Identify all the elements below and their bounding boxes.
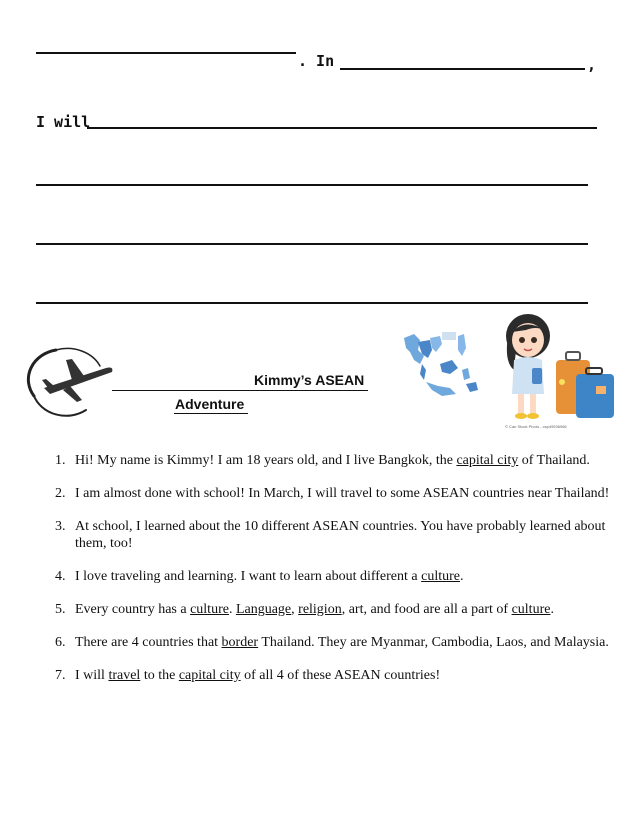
blank-line-4[interactable] xyxy=(36,243,588,245)
list-item-number: 3. xyxy=(55,519,66,534)
list-item-text: , art, and food are all a part of xyxy=(341,602,512,617)
airplane-icon xyxy=(26,340,118,418)
worksheet-line1-mid-text: . In xyxy=(298,52,335,70)
vocab-word: capital city xyxy=(178,668,241,683)
list-item-text: Thailand. They are Myanmar, Cambodia, Laos, and Malaysia. xyxy=(258,635,609,650)
list-item-text: I love traveling and learning. I want to learn about different a xyxy=(75,569,422,584)
list-item xyxy=(55,452,610,469)
list-item-number: 5. xyxy=(55,602,66,617)
vocab-word: capital city xyxy=(456,453,519,468)
list-item-number: 7. xyxy=(55,668,66,683)
blank-line-5[interactable] xyxy=(36,302,588,304)
list-item xyxy=(55,518,610,552)
list-item-text: to the xyxy=(140,668,179,683)
worksheet-line2-label: I will xyxy=(36,113,91,131)
worksheet-line1-end-text: , xyxy=(587,56,597,74)
list-item xyxy=(55,568,610,585)
list-item-number: 1. xyxy=(55,453,66,468)
list-item-number: 4. xyxy=(55,569,66,584)
vocab-word: border xyxy=(221,635,259,650)
list-item-text: of Thailand. xyxy=(518,453,590,468)
vocab-word: culture xyxy=(421,569,460,584)
blank-line-1a[interactable] xyxy=(36,52,296,54)
list-item-text: I am almost done with school! In March, I will travel to some ASEAN countries near Thailand! xyxy=(75,486,610,501)
list-item-number: 6. xyxy=(55,635,66,650)
blank-line-1b[interactable] xyxy=(340,68,585,70)
list-item-number: 2. xyxy=(55,486,66,501)
list-item-text: . xyxy=(460,569,464,584)
kimmy-with-luggage-illustration xyxy=(496,310,620,426)
list-item-text: . xyxy=(228,602,236,617)
asean-map-icon xyxy=(396,330,482,402)
title-underline-2 xyxy=(174,413,248,414)
list-item xyxy=(55,667,610,684)
list-item-text: . xyxy=(550,602,554,617)
list-item xyxy=(55,485,610,502)
vocab-word: religion xyxy=(298,602,342,617)
list-item xyxy=(55,601,610,618)
page-title-line2: Adventure xyxy=(175,396,245,412)
vocab-word: Language xyxy=(235,602,292,617)
vocab-word: culture xyxy=(190,602,229,617)
list-item-text: of all 4 of these ASEAN countries! xyxy=(240,668,441,683)
page-title-line1: Kimmy’s ASEAN xyxy=(254,372,365,388)
blank-line-3[interactable] xyxy=(36,184,588,186)
vocab-word: travel xyxy=(108,668,141,683)
reading-list xyxy=(55,452,610,700)
title-underline-1 xyxy=(112,390,368,391)
list-item-text: , xyxy=(291,602,299,617)
list-item-text: Hi! My name is Kimmy! I am 18 years old, and I live Bangkok, the xyxy=(75,453,457,468)
list-item-text: At school, I learned about the 10 different ASEAN countries. You have probably learned about them, too! xyxy=(75,519,606,551)
blank-line-2[interactable] xyxy=(87,127,597,129)
list-item-text: There are 4 countries that xyxy=(75,635,222,650)
list-item-text: I will xyxy=(75,668,109,683)
list-item-text: Every country has a xyxy=(75,602,191,617)
vocab-word: culture xyxy=(511,602,551,617)
image-credit: © Can Stock Photo - csp49936966 xyxy=(505,424,567,429)
list-item xyxy=(55,634,610,651)
